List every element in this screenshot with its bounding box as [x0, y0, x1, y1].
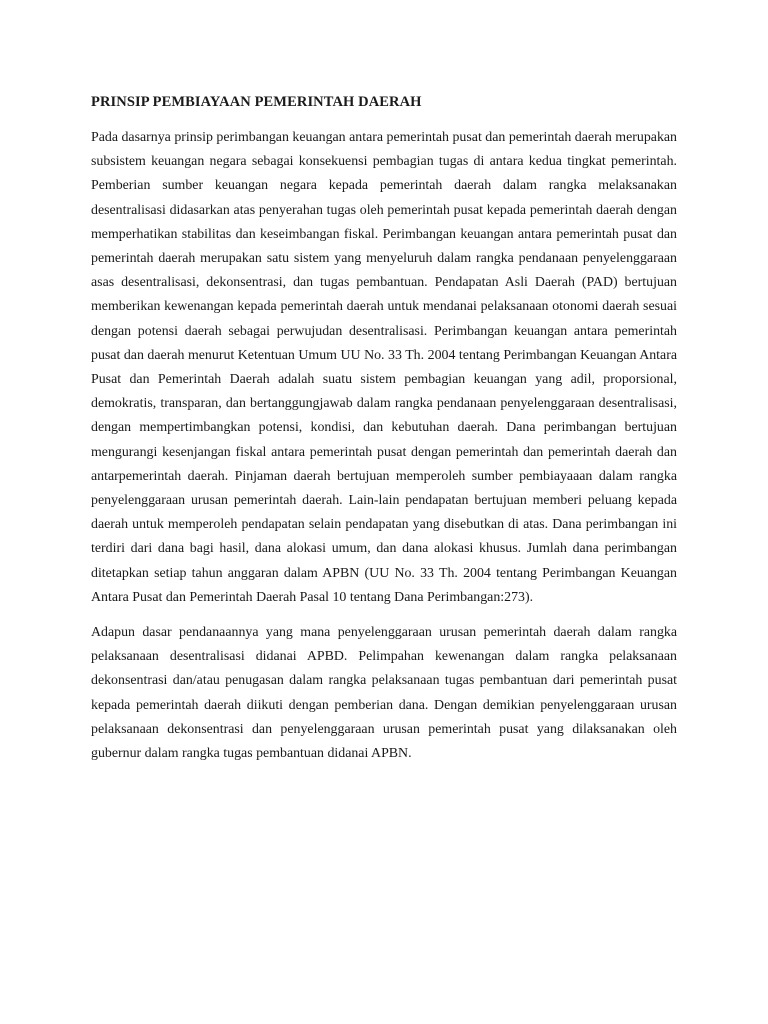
document-page: [91, 92, 677, 777]
paragraph-2: Adapun dasar pendanaannya yang mana penyelenggaraan urusan pemerintah daerah dalam rangka pelaksanaan desentralisasi didanai APBD. Pelimpahan kewenangan dalam rangka pelaksanaan dekonsentrasi dan/atau penugasan dalam rangka pelaksanaan tugas pembantuan dari pemerintah pusat kepada pemerintah daerah diikuti dengan pemberian dana. Dengan demikian penyelenggaraan urusan pelaksanaan dekonsentrasi dan penyelenggaraan urusan pemerintah pusat yang dilaksanakan oleh gubernur dalam rangka tugas pembantuan didanai APBN.: [91, 625, 677, 762]
paragraph-1: Pada dasarnya prinsip perimbangan keuangan antara pemerintah pusat dan pemerintah daerah merupakan subsistem keuangan negara sebagai konsekuensi pembagian tugas di antara kedua tingkat pemerintah. Pemberian sumber keuangan negara kepada pemerintah daerah dalam rangka melaksanakan desentralisasi didasarkan atas penyerahan tugas oleh pemerintah pusat kepada pemerintah daerah dengan memperhatikan stabilitas dan keseimbangan fiskal. Perimbangan keuangan antara pemerintah pusat dan pemerintah daerah merupakan satu sistem yang menyeluruh dalam rangka pendanaan penyelenggaraan asas desentralisasi, dekonsentrasi, dan tugas pembantuan. Pendapatan Asli Daerah (PAD) bertujuan memberikan kewenangan kepada pemerintah daerah untuk mendanai pelaksanaan otonomi daerah sesuai dengan potensi daerah sebagai perwujudan desentralisasi. Perimbangan keuangan antara pemerintah pusat dan daerah menurut Ketentuan Umum UU No. 33 Th. 2004 tentang Perimbangan Keuangan Antara Pusat dan Pemerintah Daerah adalah suatu sistem pembagian keuangan yang adil, proporsional, demokratis, transparan, dan bertanggungjawab dalam rangka pendanaan penyelenggaraan desentralisasi, dengan mempertimbangkan potensi, kondisi, dan kebutuhan daerah. Dana perimbangan bertujuan mengurangi kesenjangan fiskal antara pemerintah pusat dengan pemerintah dan pemerintah daerah dan antarpemerintah daerah. Pinjaman daerah bertujuan memperoleh sumber pembiayaaan dalam rangka penyelenggaraan urusan pemerintah daerah. Lain-lain pendapatan bertujuan memberi peluang kepada daerah untuk memperoleh pendapatan selain pendapatan yang disebutkan di atas. Dana perimbangan ini terdiri dari dana bagi hasil, dana alokasi umum, dan dana alokasi khusus. Jumlah dana perimbangan ditetapkan setiap tahun anggaran dalam APBN (UU No. 33 Th. 2004 tentang Perimbangan Keuangan Antara Pusat dan Pemerintah Daerah Pasal 10 tentang Dana Perimbangan:273).: [91, 130, 677, 605]
document-title: PRINSIP PEMBIAYAAN PEMERINTAH DAERAH: [91, 94, 422, 110]
